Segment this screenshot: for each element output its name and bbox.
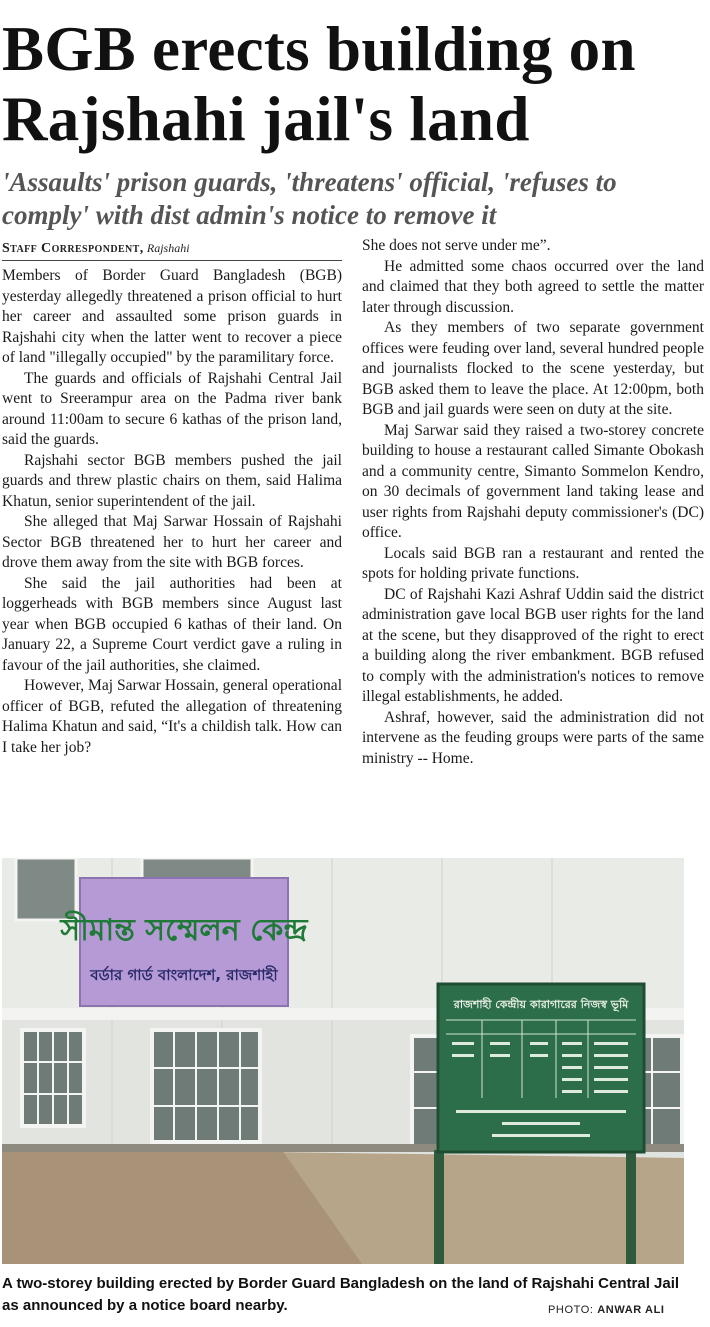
community-centre-sign (59, 878, 309, 1006)
article-paragraph: Rajshahi sector BGB members pushed the jail guards and threw plastic chairs on them, said Halima Khatun, senior superintendent of the jail. (2, 451, 342, 510)
article-paragraph: She alleged that Maj Sarwar Hossain of Rajshahi Sector BGB threatened her to hurt her career and drove them away from the site with BGB forces. (2, 513, 342, 571)
article-paragraph: As they members of two separate government offices were feuding over land, several hundred people and journalists flocked to the scene yesterday, but BGB asked them to leave the place. At 12:00pm, both BGB and jail guards were seen on duty at the site. (362, 319, 704, 418)
photo-credit-name: ANWAR ALI (597, 1304, 665, 1316)
subheadline: 'Assaults' prison guards, 'threatens' official, 'refuses to comply' with dist admin's notice to remove it (2, 167, 617, 230)
byline-location: Rajshahi (146, 241, 190, 255)
sign-main-text: সীমান্ত সম্মেলন কেন্দ্র (60, 913, 308, 948)
photo-illustration (2, 858, 684, 1264)
news-photo (2, 858, 684, 1264)
article-column-left (2, 266, 342, 758)
article-column-right (362, 236, 704, 769)
article-paragraph: She does not serve under me”. (362, 237, 551, 254)
article-paragraph: Members of Border Guard Bangladesh (BGB) yesterday allegedly threatened a prison official to hurt her career and assaulted some prison guards in Rajshahi city when the latter went to recover a piece of land "illegally occupied" by the paramilitary force. (2, 267, 342, 366)
photo-credit (548, 1304, 665, 1316)
article-paragraph: The guards and officials of Rajshahi Central Jail went to Sreerampur area on the Padma river bank around 11:00am to secure 6 kathas of the prison land, said the guards. (2, 369, 342, 448)
article-paragraph: He admitted some chaos occurred over the land and claimed that they both agreed to settle the matter later through discussion. (362, 257, 704, 316)
photo-caption: A two-storey building erected by Border Guard Bangladesh on the land of Rajshahi Central Jail as announced by a notice board nearby. (2, 1275, 680, 1314)
article-paragraph: Ashraf, however, said the administration did not intervene as the feuding groups were parts of the same ministry -- Home. (362, 708, 704, 767)
headline: BGB erects building on Rajshahi jail's land (2, 14, 636, 154)
sign-sub-text: বর্ডার গার্ড বাংলাদেশ, রাজশাহী (90, 966, 278, 984)
article-paragraph: DC of Rajshahi Kazi Ashraf Uddin said the district administration gave local BGB user rights for the land at the scene, but they disapproved of the right to erect a building along the river embankment. BGB refused to comply with the administration's notices to remove illegal establishments, he added. (362, 585, 704, 705)
notice-title: রাজশাহী কেন্দ্রীয় কারাগারের নিজস্ব ভূমি (453, 998, 629, 1011)
byline-author: Staff Correspondent, (2, 241, 144, 256)
article-paragraph: However, Maj Sarwar Hossain, general operational officer of BGB, refuted the allegation of threatening Halima Khatun and said, “It's a childish talk. How can I take her job? (2, 677, 342, 756)
byline (2, 240, 342, 261)
article-paragraph: Locals said BGB ran a restaurant and rented the spots for holding private functions. (362, 544, 704, 582)
article-paragraph: She said the jail authorities had been at loggerheads with BGB members since August last year when BGB occupied 6 kathas of their land. On January 22, a Supreme Court verdict gave a ruling in favour of the jail authorities, she claimed. (2, 574, 342, 674)
article-paragraph: Maj Sarwar said they raised a two-storey concrete building to house a restaurant called Simante Obokash and a community centre, Simanto Sommelon Kendro, on 30 decimals of government land taking lease and user rights from Rajshahi deputy commissioner's (DC) office. (362, 421, 704, 541)
photo-credit-label: PHOTO: (548, 1304, 594, 1316)
